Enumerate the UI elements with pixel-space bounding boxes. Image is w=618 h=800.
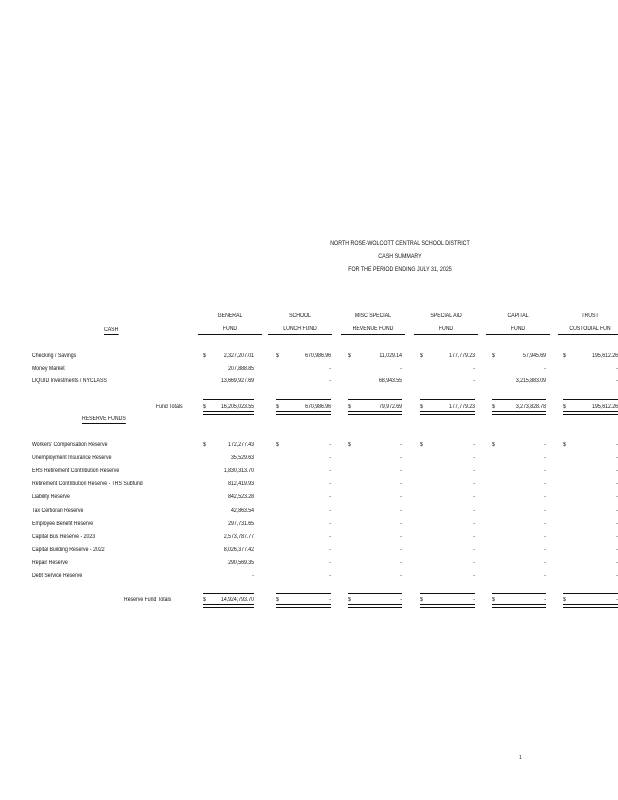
cell-value: - [400, 442, 402, 448]
cell-value: 195,612.26 [592, 353, 618, 359]
cell-value: - [616, 378, 618, 384]
column-header-bottom: CUSTODIAL FUN [569, 326, 611, 332]
cell-value: - [329, 507, 331, 514]
row-label: Debt Service Reserve [32, 573, 83, 579]
row-label: LIQUID Investments / NYCLASS [32, 378, 107, 384]
dollar-sign: $ [203, 404, 206, 410]
cell-value: - [616, 455, 618, 462]
cell-value: - [544, 507, 546, 514]
column-header-bottom: FUND [510, 326, 526, 332]
cell-value: 670,986.96 [305, 404, 331, 410]
subtotal-rule [563, 399, 618, 400]
total-double-rule [492, 604, 546, 608]
cell-value: - [544, 533, 546, 540]
cell-value: 177,779.23 [449, 353, 475, 359]
cell-value: 2,327,207.01 [223, 353, 254, 359]
cell-value: - [329, 442, 331, 448]
cell-value: 3,215,883.09 [515, 378, 546, 384]
cell-value: - [329, 559, 331, 566]
row-label: Repair Reserve [32, 559, 68, 566]
cell-value: - [616, 494, 618, 501]
subtotal-rule [348, 399, 402, 400]
report-title: CASH SUMMARY [378, 253, 422, 260]
cell-value: - [473, 494, 475, 501]
dollar-sign: $ [420, 353, 423, 359]
column-header-top: SCHOOL [289, 313, 311, 319]
cell-value: - [616, 573, 618, 579]
total-double-rule [348, 604, 402, 608]
cell-value: - [400, 573, 402, 579]
header-underline [341, 334, 405, 335]
cell-value: - [473, 520, 475, 527]
cell-value: 2,573,787.77 [223, 533, 254, 540]
dollar-sign: $ [276, 353, 279, 359]
cell-value: - [473, 573, 475, 579]
column-header-bottom: LUNCH FUND [283, 326, 317, 332]
dollar-sign: $ [203, 442, 206, 448]
dollar-sign: $ [348, 404, 351, 410]
header-underline [268, 334, 332, 335]
cell-value: - [616, 507, 618, 514]
row-label: Liability Reserve [32, 494, 70, 501]
header-underline [558, 334, 618, 335]
cell-value: 13,669,927.69 [220, 378, 254, 384]
dollar-sign: $ [348, 597, 351, 603]
cell-value: - [473, 507, 475, 514]
cell-value: - [329, 481, 331, 488]
column-header-top: SPECIAL AID [430, 313, 462, 319]
cell-value: - [329, 455, 331, 462]
total-double-rule [203, 604, 254, 608]
cell-value: - [252, 573, 254, 579]
column-header-bottom: FUND [222, 326, 238, 332]
total-double-rule [420, 604, 475, 608]
dollar-sign: $ [492, 597, 495, 603]
dollar-sign: $ [276, 404, 279, 410]
cell-value: - [473, 559, 475, 566]
total-double-rule [420, 411, 475, 415]
cell-value: - [544, 366, 546, 372]
cell-value: - [400, 559, 402, 566]
column-header-bottom: FUND [438, 326, 454, 332]
cell-value: - [616, 442, 618, 448]
row-label: ERS Retirement Contribution Reserve [32, 468, 120, 475]
cell-value: - [400, 507, 402, 514]
subtotal-rule [203, 399, 254, 400]
dollar-sign: $ [203, 597, 206, 603]
dollar-sign: $ [203, 353, 206, 359]
row-label: Capital Bus Reserve - 2023 [32, 533, 96, 540]
header-underline [414, 334, 478, 335]
subtotal-rule [420, 593, 475, 594]
dollar-sign: $ [563, 353, 566, 359]
column-header-top: TRUST [581, 313, 599, 319]
column-header-top: MISC SPECIAL [354, 313, 392, 319]
cell-value: 670,986.96 [305, 353, 331, 359]
cell-value: - [544, 455, 546, 462]
dollar-sign: $ [276, 597, 279, 603]
cell-value: - [473, 442, 475, 448]
report-period: FOR THE PERIOD ENDING JULY 31, 2025 [348, 266, 452, 273]
cell-value: - [616, 546, 618, 553]
dollar-sign: $ [563, 442, 566, 448]
cell-value: 14,924,793.70 [220, 597, 254, 603]
cell-value: - [473, 481, 475, 488]
total-double-rule [203, 411, 254, 415]
cell-value: - [616, 366, 618, 372]
cell-value: - [544, 559, 546, 566]
total-double-rule [563, 411, 618, 415]
cell-value: 79,972.69 [379, 404, 402, 410]
cell-value: - [400, 481, 402, 488]
cell-value: 57,945.69 [523, 353, 546, 359]
cell-value: 8,026,377.42 [223, 546, 254, 553]
cell-value: - [329, 573, 331, 579]
cell-value: 172,277.43 [228, 442, 254, 448]
cell-value: - [544, 468, 546, 475]
cell-value: 16,205,023.55 [220, 404, 254, 410]
cell-value: - [473, 378, 475, 384]
row-label: Employee Benefit Reserve [32, 520, 94, 527]
total-double-rule [276, 604, 331, 608]
row-label: Retirement Contribution Reserve - TRS Subfund [32, 481, 143, 488]
column-header-top: CAPITAL [507, 313, 529, 319]
dollar-sign: $ [563, 404, 566, 410]
cell-value: - [329, 520, 331, 527]
row-label: Tax Certiorari Reserve [32, 507, 84, 514]
cell-value: - [400, 546, 402, 553]
cell-value: - [329, 597, 331, 603]
cell-value: - [329, 378, 331, 384]
dollar-sign: $ [348, 353, 351, 359]
cell-value: - [400, 455, 402, 462]
cell-value: - [473, 455, 475, 462]
column-header-top: GENERAL [217, 313, 243, 319]
dollar-sign: $ [492, 404, 495, 410]
subtotal-rule [276, 399, 331, 400]
reserve-totals-label: Reserve Fund Totals [124, 597, 172, 603]
cell-value: - [400, 468, 402, 475]
subtotal-rule [492, 593, 546, 594]
cell-value: - [400, 494, 402, 501]
cell-value: - [544, 597, 546, 603]
cell-value: - [473, 366, 475, 372]
dollar-sign: $ [276, 442, 279, 448]
cell-value: - [616, 468, 618, 475]
row-label: Unemployment Insurance Reserve [32, 455, 112, 462]
cell-value: 812,419.93 [228, 481, 254, 488]
dollar-sign: $ [348, 442, 351, 448]
dollar-sign: $ [563, 597, 566, 603]
cell-value: - [329, 494, 331, 501]
header-underline [486, 334, 550, 335]
cell-value: 290,569.35 [228, 559, 254, 566]
cell-value: 68,943.55 [379, 378, 402, 384]
subtotal-rule [348, 593, 402, 594]
cell-value: - [400, 520, 402, 527]
total-double-rule [348, 411, 402, 415]
row-label: Checking / Savings [32, 353, 77, 359]
cell-value: - [544, 481, 546, 488]
cash-totals-label: Fund Totals [156, 404, 183, 410]
reserve-section-heading: RESERVE FUNDS [82, 416, 126, 422]
cell-value: - [400, 366, 402, 372]
row-label: Capital Building Reserve - 2022 [32, 546, 105, 553]
dollar-sign: $ [420, 404, 423, 410]
cell-value: 3,273,828.78 [515, 404, 546, 410]
cell-value: - [544, 442, 546, 448]
cell-value: - [329, 533, 331, 540]
row-label: Money Market [32, 366, 65, 372]
district-title: NORTH ROSE-WOLCOTT CENTRAL SCHOOL DISTRICT [330, 240, 470, 247]
cell-value: - [329, 546, 331, 553]
cell-value: 1,830,313.70 [223, 468, 254, 475]
cell-value: - [329, 366, 331, 372]
cell-value: 195,612.26 [592, 404, 618, 410]
row-label: Workers' Compensation Reserve [32, 442, 108, 448]
cell-value: - [329, 468, 331, 475]
cell-value: - [616, 520, 618, 527]
cell-value: - [544, 494, 546, 501]
cell-value: - [544, 520, 546, 527]
dollar-sign: $ [492, 442, 495, 448]
total-double-rule [563, 604, 618, 608]
subtotal-rule [563, 593, 618, 594]
page-number: 1 [519, 755, 522, 761]
dollar-sign: $ [420, 597, 423, 603]
cell-value: - [400, 533, 402, 540]
cell-value: 297,731.65 [228, 520, 254, 527]
cash-section-heading: CASH [104, 327, 119, 333]
cell-value: - [400, 597, 402, 603]
total-double-rule [276, 411, 331, 415]
cell-value: - [616, 597, 618, 603]
cell-value: - [616, 533, 618, 540]
cell-value: 11,029.14 [379, 353, 402, 359]
cell-value: 207,888.85 [228, 366, 254, 372]
subtotal-rule [203, 593, 254, 594]
cell-value: 35,529.63 [231, 455, 254, 462]
subtotal-rule [276, 593, 331, 594]
dollar-sign: $ [420, 442, 423, 448]
cell-value: - [473, 597, 475, 603]
total-double-rule [492, 411, 546, 415]
header-underline [198, 334, 262, 335]
dollar-sign: $ [492, 353, 495, 359]
subtotal-rule [492, 399, 546, 400]
cell-value: - [473, 533, 475, 540]
cell-value: - [473, 546, 475, 553]
cell-value: 842,523.28 [228, 494, 254, 501]
cell-value: - [473, 468, 475, 475]
cell-value: - [544, 546, 546, 553]
column-header-bottom: REVENUE FUND [352, 326, 394, 332]
cell-value: - [616, 481, 618, 488]
cell-value: 42,863.54 [231, 507, 254, 514]
cell-value: - [544, 573, 546, 579]
cell-value: - [616, 559, 618, 566]
subtotal-rule [420, 399, 475, 400]
cell-value: 177,779.23 [449, 404, 475, 410]
